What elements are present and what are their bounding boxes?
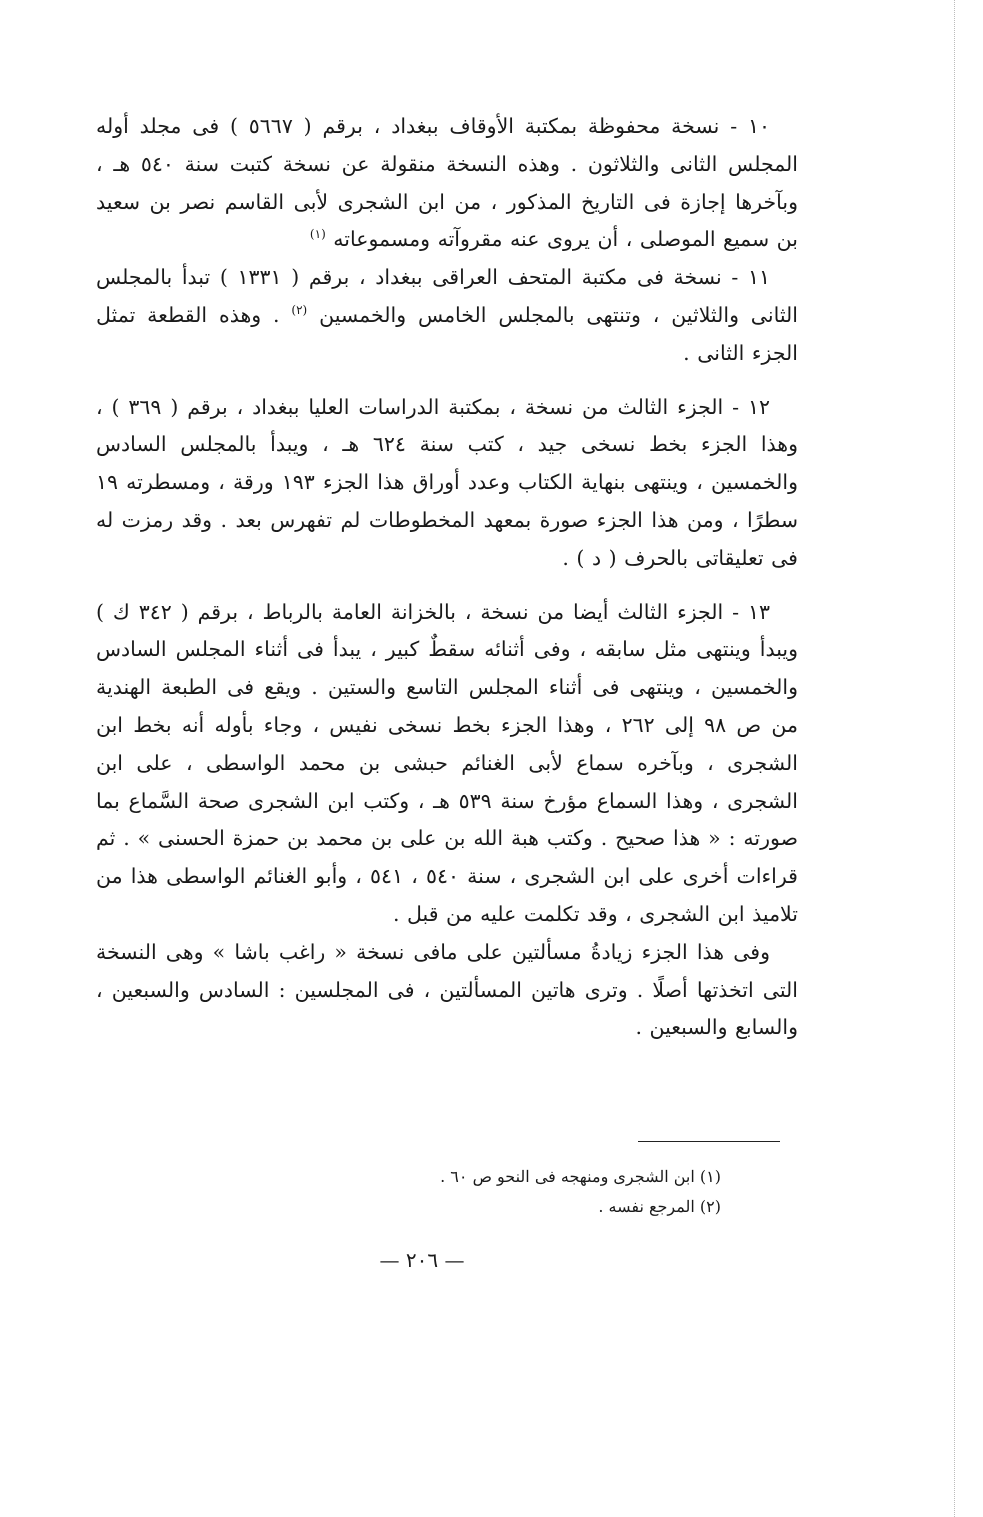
paragraph-12 — [96, 389, 798, 578]
footnote-1: (١) ابن الشجرى ومنهجه فى النحو ص ٦٠ . — [440, 1167, 721, 1186]
paragraph-13 — [96, 594, 798, 934]
footnote-ref-1[interactable]: (١) — [309, 227, 326, 242]
footnote-ref-2[interactable]: (٢) — [291, 303, 308, 318]
paragraph-additional-note — [96, 934, 798, 1047]
footnotes — [261, 1162, 721, 1222]
paragraph-text: ١٢ - الجزء الثالث من نسخة ، بمكتبة الدراسات العليا ببغداد ، برقم ( ٣٦٩ ) ، وهذا الجزء بخط نسخى جيد ، كتب سنة ٦٢٤ هـ ، ويبدأ بالمجلس السادس والخمسين ، وينتهى بنهاية الكتاب وعدد أوراق هذا الجزء ١٩٣ ورقة ، ومسطرته ١٩ سطرًا ، ومن هذا الجزء صورة بمعهد المخطوطات لم تفهرس بعد . وقد رمزت له فى تعليقاتى بالحرف ( د ) . — [96, 394, 798, 570]
scan-edge-mark — [953, 0, 955, 1517]
footnote-divider — [638, 1141, 780, 1142]
paragraph-10 — [96, 108, 798, 259]
paragraph-text-continued: . وهذه القطعة تمثل الجزء الثانى . — [96, 302, 798, 365]
main-text — [96, 108, 798, 1047]
paragraph-text: ١١ - نسخة فى مكتبة المتحف العراقى ببغداد ، برقم ( ١٣٣١ ) تبدأ بالمجلس الثانى والثلاثين ، وتنتهى بالمجلس الخامس والخمسين — [96, 265, 798, 327]
footnote-2: (٢) المرجع نفسه . — [598, 1197, 721, 1216]
paragraph-11 — [96, 259, 798, 372]
paragraph-text: ١٣ - الجزء الثالث أيضا من نسخة ، بالخزانة العامة بالرباط ، برقم ( ٣٤٢ ك ) ويبدأ وينتهى مثل سابقه ، وفى أثنائه سقطٌ كبير ، يبدأ فى أثناء المجلس السادس والخمسين ، وينتهى فى أثناء المجلس التاسع والستين . ويقع فى الطبعة الهندية من ص ٩٨ إلى ٢٦٢ ، وهذا الجزء بخط نسخى نفيس ، وجاء بأوله أنه بخط ابن الشجرى ، وبآخره سماع لأبى الغنائم حبشى بن محمد الواسطى ، على ابن الشجرى ، وهذا السماع مؤرخ سنة ٥٣٩ هـ ، وكتب ابن الشجرى صحة السَّماع بما صورته : « هذا صحيح . وكتب هبة الله بن على بن محمد بن حمزة الحسنى » . ثم قراءات أخرى على ابن الشجرى ، سنة ٥٤٠ ، ٥٤١ ، وأبو الغنائم الواسطى هذا من تلاميذ ابن الشجرى ، وقد تكلمت عليه من قبل . — [96, 599, 799, 926]
page-number: — ٢٠٦ — — [379, 1248, 465, 1272]
paragraph-text: وفى هذا الجزء زيادةُ مسألتين على مافى نسخة « راغب باشا » وهى النسخة التى اتخذتها أصلًا . وترى هاتين المسألتين ، فى المجلسين : السادس والسبعين ، والسابع والسبعين . — [96, 939, 798, 1040]
paragraph-text: ١٠ - نسخة محفوظة بمكتبة الأوقاف ببغداد ، برقم ( ٥٦٦٧ ) فى مجلد أوله المجلس الثانى والثلاثون . وهذه النسخة منقولة عن نسخة كتبت سنة ٥٤٠ هـ ، وبآخرها إجازة فى التاريخ المذكور ، من ابن الشجرى لأبى القاسم نصر بن سعيد بن سميع الموصلى ، أن يروى عنه مقروآته ومسموعاته — [96, 114, 799, 252]
